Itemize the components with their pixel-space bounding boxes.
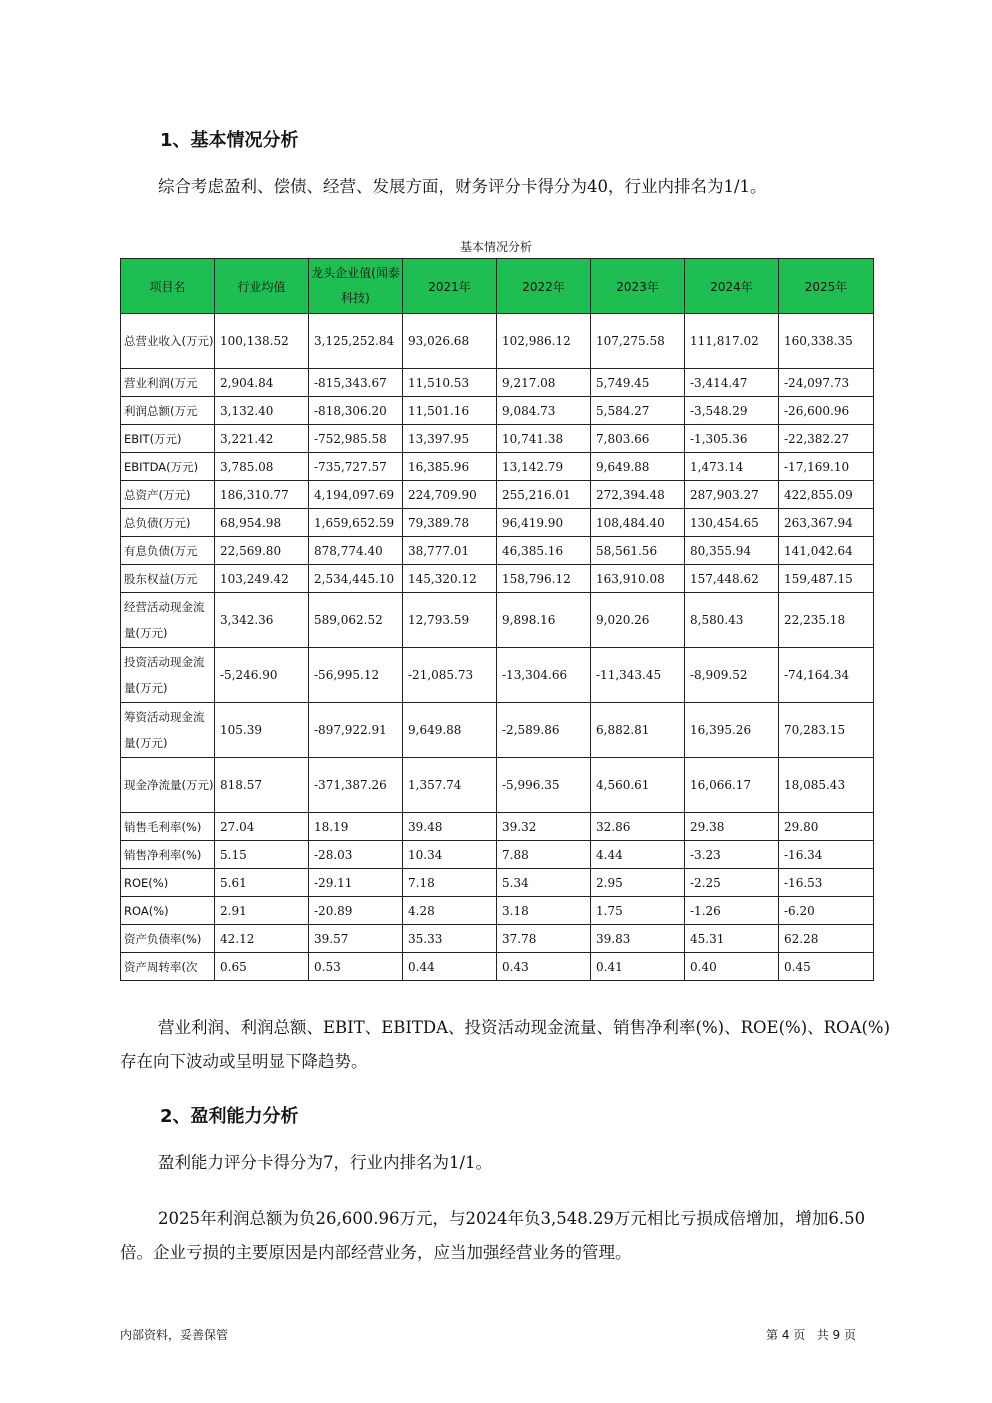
row-label: 利润总额(万元 <box>121 397 215 425</box>
value-cell: 7.18 <box>403 869 497 897</box>
value-cell: 39.32 <box>497 813 591 841</box>
value-cell: 68,954.98 <box>215 509 309 537</box>
row-label: 营业利润(万元 <box>121 369 215 397</box>
value-cell: -22,382.27 <box>779 425 874 453</box>
row-label: 经营活动现金流量(万元) <box>121 593 215 648</box>
table-row <box>121 593 874 648</box>
value-cell: -1.26 <box>685 897 779 925</box>
value-cell: 22,569.80 <box>215 537 309 565</box>
value-cell: -3.23 <box>685 841 779 869</box>
row-label: 总营业收入(万元) <box>121 314 215 369</box>
header-cell: 2022年 <box>497 259 591 314</box>
value-cell: 159,487.15 <box>779 565 874 593</box>
value-cell: 5.15 <box>215 841 309 869</box>
value-cell: 145,320.12 <box>403 565 497 593</box>
table-header-row <box>121 259 874 314</box>
table-caption: 基本情况分析 <box>459 240 532 254</box>
value-cell: 107,275.58 <box>591 314 685 369</box>
value-cell: -2,589.86 <box>497 703 591 758</box>
value-cell: 35.33 <box>403 925 497 953</box>
value-cell: 9,649.88 <box>403 703 497 758</box>
value-cell: 16,066.17 <box>685 758 779 813</box>
row-label: 投资活动现金流量(万元) <box>121 648 215 703</box>
value-cell: 100,138.52 <box>215 314 309 369</box>
value-cell: 0.41 <box>591 953 685 981</box>
value-cell: 39.48 <box>403 813 497 841</box>
value-cell: -29.11 <box>309 869 403 897</box>
value-cell: 80,355.94 <box>685 537 779 565</box>
value-cell: 158,796.12 <box>497 565 591 593</box>
value-cell: 11,501.16 <box>403 397 497 425</box>
value-cell: 7,803.66 <box>591 425 685 453</box>
table-row <box>121 897 874 925</box>
value-cell: 287,903.27 <box>685 481 779 509</box>
table-row <box>121 481 874 509</box>
value-cell: 13,397.95 <box>403 425 497 453</box>
value-cell: 3,125,252.84 <box>309 314 403 369</box>
value-cell: 22,235.18 <box>779 593 874 648</box>
value-cell: 818.57 <box>215 758 309 813</box>
value-cell: -897,922.91 <box>309 703 403 758</box>
value-cell: 27.04 <box>215 813 309 841</box>
value-cell: 39.83 <box>591 925 685 953</box>
row-label: 资产负债率(%) <box>121 925 215 953</box>
row-label: 销售毛利率(%) <box>121 813 215 841</box>
value-cell: 0.43 <box>497 953 591 981</box>
value-cell: 29.38 <box>685 813 779 841</box>
value-cell: -371,387.26 <box>309 758 403 813</box>
value-cell: 2,534,445.10 <box>309 565 403 593</box>
value-cell: 5,749.45 <box>591 369 685 397</box>
value-cell: -815,343.67 <box>309 369 403 397</box>
value-cell: 3,785.08 <box>215 453 309 481</box>
value-cell: 12,793.59 <box>403 593 497 648</box>
row-label: 现金净流量(万元) <box>121 758 215 813</box>
value-cell: 79,389.78 <box>403 509 497 537</box>
value-cell: 3,221.42 <box>215 425 309 453</box>
row-label: 资产周转率(次 <box>121 953 215 981</box>
value-cell: 163,910.08 <box>591 565 685 593</box>
table-row <box>121 537 874 565</box>
value-cell: -13,304.66 <box>497 648 591 703</box>
value-cell: 70,283.15 <box>779 703 874 758</box>
value-cell: -752,985.58 <box>309 425 403 453</box>
value-cell: 29.80 <box>779 813 874 841</box>
table-row <box>121 453 874 481</box>
value-cell: -21,085.73 <box>403 648 497 703</box>
value-cell: 45.31 <box>685 925 779 953</box>
row-label: ROA(%) <box>121 897 215 925</box>
table-row <box>121 369 874 397</box>
section2-heading: 2、盈利能力分析 <box>160 1106 299 1127</box>
row-label: 筹资活动现金流量(万元) <box>121 703 215 758</box>
value-cell: 32.86 <box>591 813 685 841</box>
value-cell: 42.12 <box>215 925 309 953</box>
value-cell: 16,395.26 <box>685 703 779 758</box>
value-cell: -5,996.35 <box>497 758 591 813</box>
value-cell: 130,454.65 <box>685 509 779 537</box>
value-cell: 9,649.88 <box>591 453 685 481</box>
value-cell: 4.44 <box>591 841 685 869</box>
row-label: 总负债(万元) <box>121 509 215 537</box>
value-cell: 2.91 <box>215 897 309 925</box>
row-label: 股东权益(万元 <box>121 565 215 593</box>
row-label: 销售净利率(%) <box>121 841 215 869</box>
value-cell: 102,986.12 <box>497 314 591 369</box>
table-row <box>121 869 874 897</box>
value-cell: 11,510.53 <box>403 369 497 397</box>
row-label: EBITDA(万元) <box>121 453 215 481</box>
value-cell: -16.34 <box>779 841 874 869</box>
value-cell: -24,097.73 <box>779 369 874 397</box>
value-cell: 224,709.90 <box>403 481 497 509</box>
table-row <box>121 841 874 869</box>
value-cell: -11,343.45 <box>591 648 685 703</box>
section2-score: 盈利能力评分卡得分为7，行业内排名为1/1。 <box>158 1153 493 1172</box>
value-cell: 96,419.90 <box>497 509 591 537</box>
value-cell: -5,246.90 <box>215 648 309 703</box>
value-cell: 39.57 <box>309 925 403 953</box>
value-cell: 8,580.43 <box>685 593 779 648</box>
value-cell: 1,659,652.59 <box>309 509 403 537</box>
value-cell: 6,882.81 <box>591 703 685 758</box>
basic-analysis-table <box>120 258 874 981</box>
value-cell: 186,310.77 <box>215 481 309 509</box>
header-cell: 2024年 <box>685 259 779 314</box>
value-cell: 9,898.16 <box>497 593 591 648</box>
value-cell: 4,560.61 <box>591 758 685 813</box>
value-cell: 46,385.16 <box>497 537 591 565</box>
value-cell: 3,132.40 <box>215 397 309 425</box>
value-cell: -6.20 <box>779 897 874 925</box>
value-cell: 18.19 <box>309 813 403 841</box>
value-cell: 18,085.43 <box>779 758 874 813</box>
value-cell: 3,342.36 <box>215 593 309 648</box>
table-row <box>121 314 874 369</box>
value-cell: -20.89 <box>309 897 403 925</box>
value-cell: 2.95 <box>591 869 685 897</box>
value-cell: 5.61 <box>215 869 309 897</box>
value-cell: 10.34 <box>403 841 497 869</box>
table-row <box>121 703 874 758</box>
value-cell: 4,194,097.69 <box>309 481 403 509</box>
value-cell: 16,385.96 <box>403 453 497 481</box>
value-cell: 263,367.94 <box>779 509 874 537</box>
row-label: ROE(%) <box>121 869 215 897</box>
value-cell: 111,817.02 <box>685 314 779 369</box>
value-cell: 38,777.01 <box>403 537 497 565</box>
value-cell: 7.88 <box>497 841 591 869</box>
footer-left: 内部资料，妥善保管 <box>120 1328 229 1342</box>
footer-page-number: 第 4 页 共 9 页 <box>766 1328 856 1342</box>
value-cell: 157,448.62 <box>685 565 779 593</box>
header-cell: 龙头企业值(闻泰科技) <box>309 259 403 314</box>
value-cell: -17,169.10 <box>779 453 874 481</box>
value-cell: 103,249.42 <box>215 565 309 593</box>
value-cell: 108,484.40 <box>591 509 685 537</box>
value-cell: 141,042.64 <box>779 537 874 565</box>
section2-detail: 2025年利润总额为负26,600.96万元，与2024年负3,548.29万元相比亏损成倍增加，增加6.50倍。企业亏损的主要原因是内部经营业务，应当加强经营业务的管理。 <box>120 1209 866 1262</box>
header-cell: 2025年 <box>779 259 874 314</box>
value-cell: 4.28 <box>403 897 497 925</box>
section1-intro: 综合考虑盈利、偿债、经营、发展方面，财务评分卡得分为40，行业内排名为1/1。 <box>158 177 767 196</box>
header-cell: 2023年 <box>591 259 685 314</box>
value-cell: 5.34 <box>497 869 591 897</box>
value-cell: -56,995.12 <box>309 648 403 703</box>
value-cell: 0.40 <box>685 953 779 981</box>
table-row <box>121 509 874 537</box>
value-cell: 2,904.84 <box>215 369 309 397</box>
value-cell: 9,084.73 <box>497 397 591 425</box>
row-label: 有息负债(万元 <box>121 537 215 565</box>
value-cell: 422,855.09 <box>779 481 874 509</box>
table-row <box>121 925 874 953</box>
value-cell: -2.25 <box>685 869 779 897</box>
table-row <box>121 813 874 841</box>
value-cell: 255,216.01 <box>497 481 591 509</box>
header-cell: 项目名 <box>121 259 215 314</box>
value-cell: 878,774.40 <box>309 537 403 565</box>
value-cell: 1,357.74 <box>403 758 497 813</box>
value-cell: 0.44 <box>403 953 497 981</box>
value-cell: 5,584.27 <box>591 397 685 425</box>
value-cell: 10,741.38 <box>497 425 591 453</box>
value-cell: 0.65 <box>215 953 309 981</box>
value-cell: -28.03 <box>309 841 403 869</box>
value-cell: 13,142.79 <box>497 453 591 481</box>
value-cell: 9,020.26 <box>591 593 685 648</box>
value-cell: -3,414.47 <box>685 369 779 397</box>
value-cell: -735,727.57 <box>309 453 403 481</box>
value-cell: 9,217.08 <box>497 369 591 397</box>
table-row <box>121 565 874 593</box>
value-cell: 0.45 <box>779 953 874 981</box>
value-cell: 0.53 <box>309 953 403 981</box>
value-cell: -8,909.52 <box>685 648 779 703</box>
value-cell: 160,338.35 <box>779 314 874 369</box>
header-cell: 2021年 <box>403 259 497 314</box>
value-cell: 37.78 <box>497 925 591 953</box>
value-cell: -818,306.20 <box>309 397 403 425</box>
value-cell: 58,561.56 <box>591 537 685 565</box>
value-cell: 589,062.52 <box>309 593 403 648</box>
row-label: EBIT(万元) <box>121 425 215 453</box>
value-cell: 272,394.48 <box>591 481 685 509</box>
value-cell: -74,164.34 <box>779 648 874 703</box>
value-cell: -1,305.36 <box>685 425 779 453</box>
value-cell: 1,473.14 <box>685 453 779 481</box>
value-cell: 105.39 <box>215 703 309 758</box>
value-cell: -16.53 <box>779 869 874 897</box>
value-cell: -3,548.29 <box>685 397 779 425</box>
table-row <box>121 648 874 703</box>
value-cell: 1.75 <box>591 897 685 925</box>
table-row <box>121 758 874 813</box>
value-cell: -26,600.96 <box>779 397 874 425</box>
table-row <box>121 425 874 453</box>
value-cell: 62.28 <box>779 925 874 953</box>
section1-heading: 1、基本情况分析 <box>160 130 299 151</box>
table-row <box>121 397 874 425</box>
row-label: 总资产(万元) <box>121 481 215 509</box>
table-row <box>121 953 874 981</box>
trend-note: 营业利润、利润总额、EBIT、EBITDA、投资活动现金流量、销售净利率(%)、ROE(%)、ROA(%)存在向下波动或呈明显下降趋势。 <box>120 1018 891 1071</box>
value-cell: 3.18 <box>497 897 591 925</box>
value-cell: 93,026.68 <box>403 314 497 369</box>
header-cell: 行业均值 <box>215 259 309 314</box>
